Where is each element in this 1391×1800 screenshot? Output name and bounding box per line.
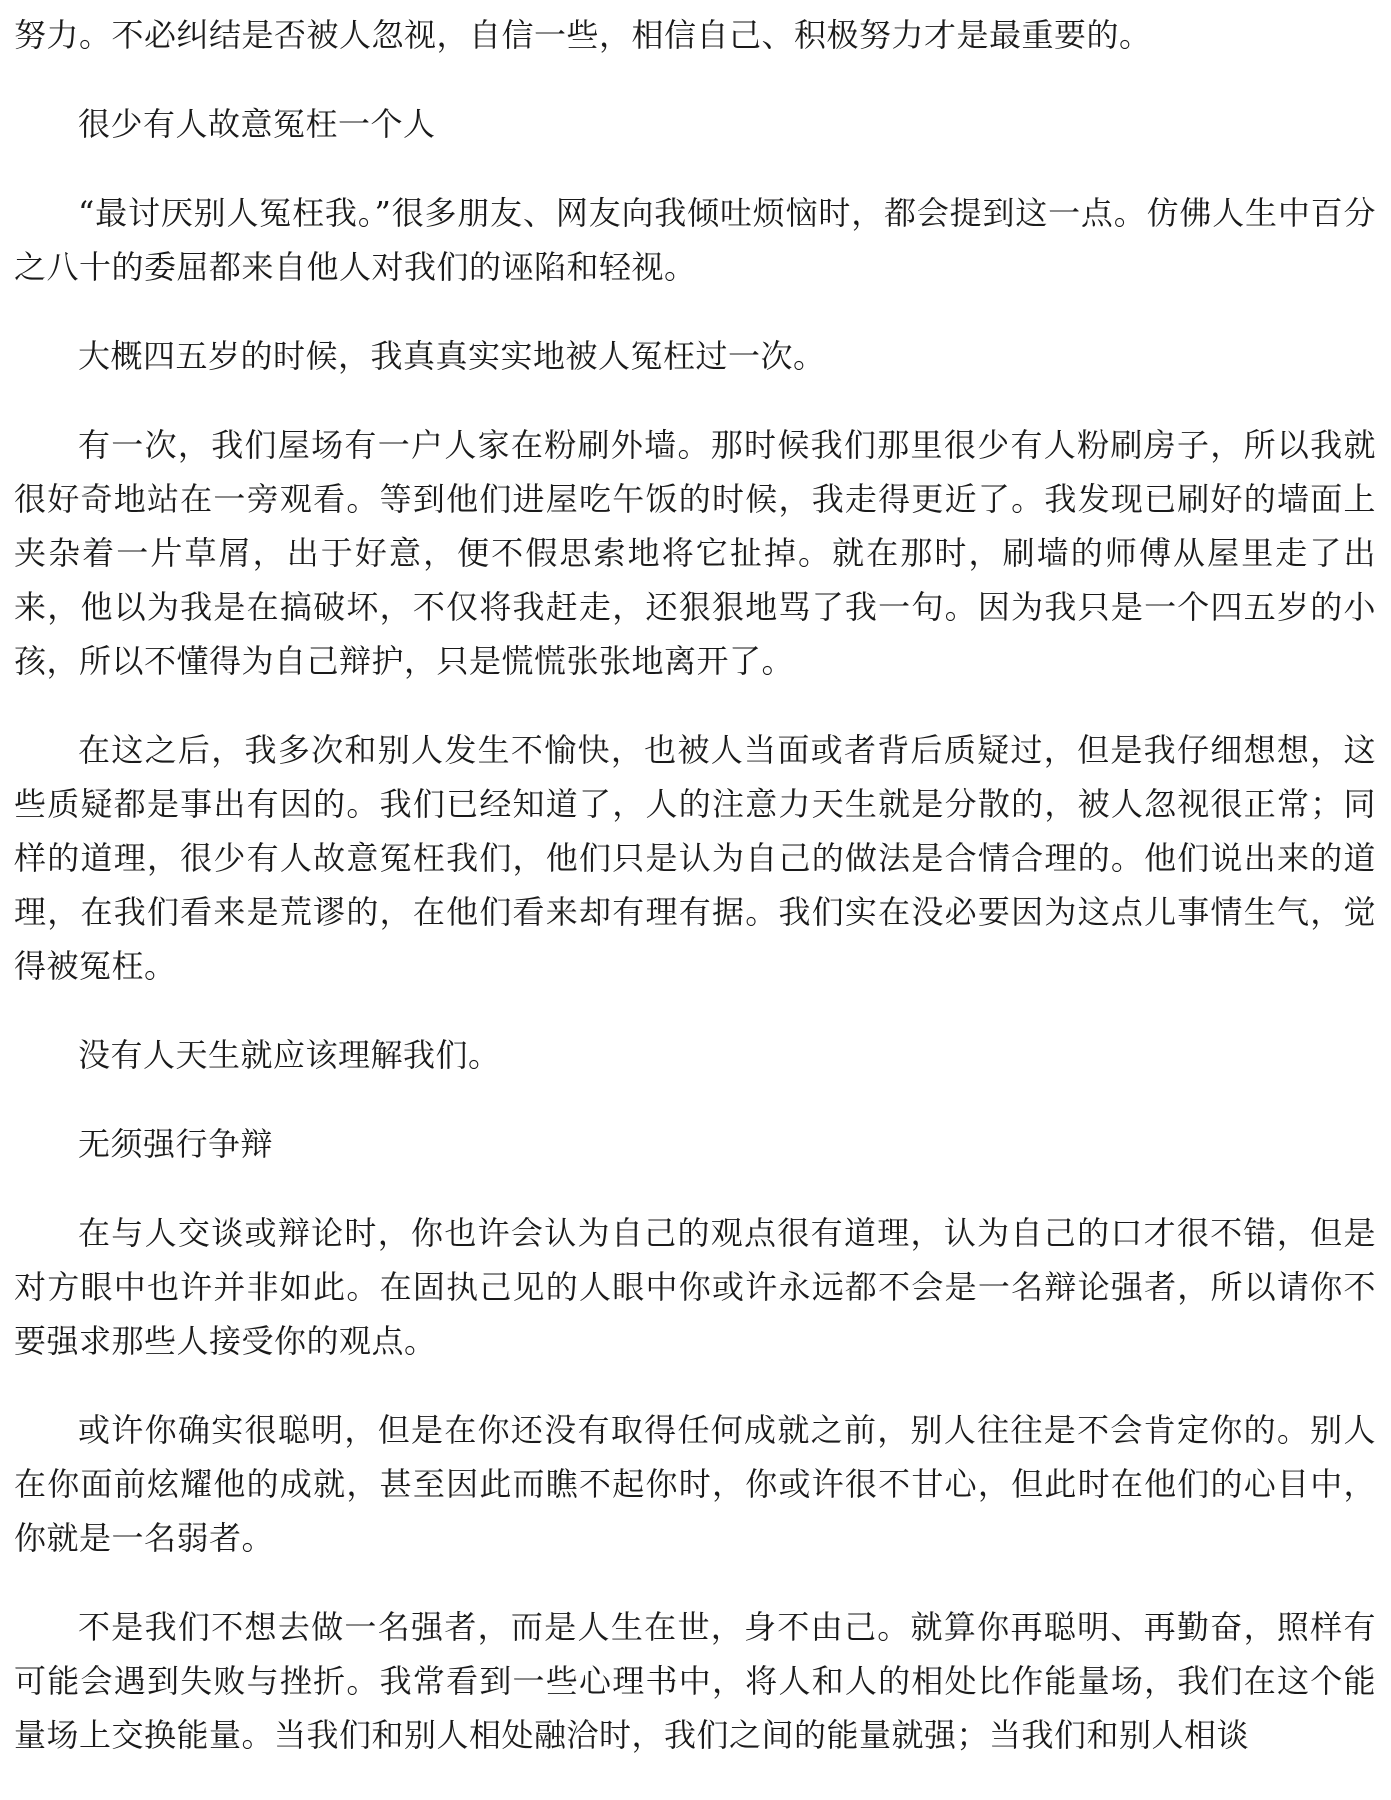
paragraph-7: 在与人交谈或辩论时，你也许会认为自己的观点很有道理，认为自己的口才很不错，但是对方眼中也许并非如此。在固执己见的人眼中你或许永远都不会是一名辩论强者，所以请你不要强求那些人接受你的观点。 xyxy=(14,1214,1376,1360)
paragraph-1: 努力。不必纠结是否被人忽视，自信一些，相信自己、积极努力才是最重要的。 xyxy=(14,16,1152,54)
paragraph-5: 在这之后，我多次和别人发生不愉快，也被人当面或者背后质疑过，但是我仔细想想，这些质疑都是事出有因的。我们已经知道了，人的注意力天生就是分散的，被人忽视很正常；同样的道理，很少有人故意冤枉我们，他们只是认为自己的做法是合情合理的。他们说出来的道理，在我们看来是荒谬的，在他们看来却有理有据。我们实在没必要因为这点儿事情生气，觉得被冤枉。 xyxy=(14,731,1376,985)
paragraph-6: 没有人天生就应该理解我们。 xyxy=(78,1036,501,1074)
paragraph-9: 不是我们不想去做一名强者，而是人生在世，身不由己。就算你再聪明、再勤奋，照样有可能会遇到失败与挫折。我常看到一些心理书中，将人和人的相处比作能量场，我们在这个能量场上交换能量。当我们和别人相处融洽时，我们之间的能量就强；当我们和别人相谈 xyxy=(14,1608,1376,1754)
paragraph-8: 或许你确实很聪明，但是在你还没有取得任何成就之前，别人往往是不会肯定你的。别人在你面前炫耀他的成就，甚至因此而瞧不起你时，你或许很不甘心，但此时在他们的心目中，你就是一名弱者。 xyxy=(14,1411,1376,1557)
section-heading-1: 很少有人故意冤枉一个人 xyxy=(78,105,436,143)
paragraph-2: “最讨厌别人冤枉我。”很多朋友、网友向我倾吐烦恼时，都会提到这一点。仿佛人生中百分之八十的委屈都来自他人对我们的诬陷和轻视。 xyxy=(14,194,1376,286)
document-page xyxy=(14,0,1376,1797)
paragraph-4: 有一次，我们屋场有一户人家在粉刷外墙。那时候我们那里很少有人粉刷房子，所以我就很好奇地站在一旁观看。等到他们进屋吃午饭的时候，我走得更近了。我发现已刷好的墙面上夹杂着一片草屑，出于好意，便不假思索地将它扯掉。就在那时，刷墙的师傅从屋里走了出来，他以为我是在搞破坏，不仅将我赶走，还狠狠地骂了我一句。因为我只是一个四五岁的小孩，所以不懂得为自己辩护，只是慌慌张张地离开了。 xyxy=(14,426,1376,680)
section-heading-2: 无须强行争辩 xyxy=(78,1125,274,1163)
paragraph-3: 大概四五岁的时候，我真真实实地被人冤枉过一次。 xyxy=(78,337,826,375)
